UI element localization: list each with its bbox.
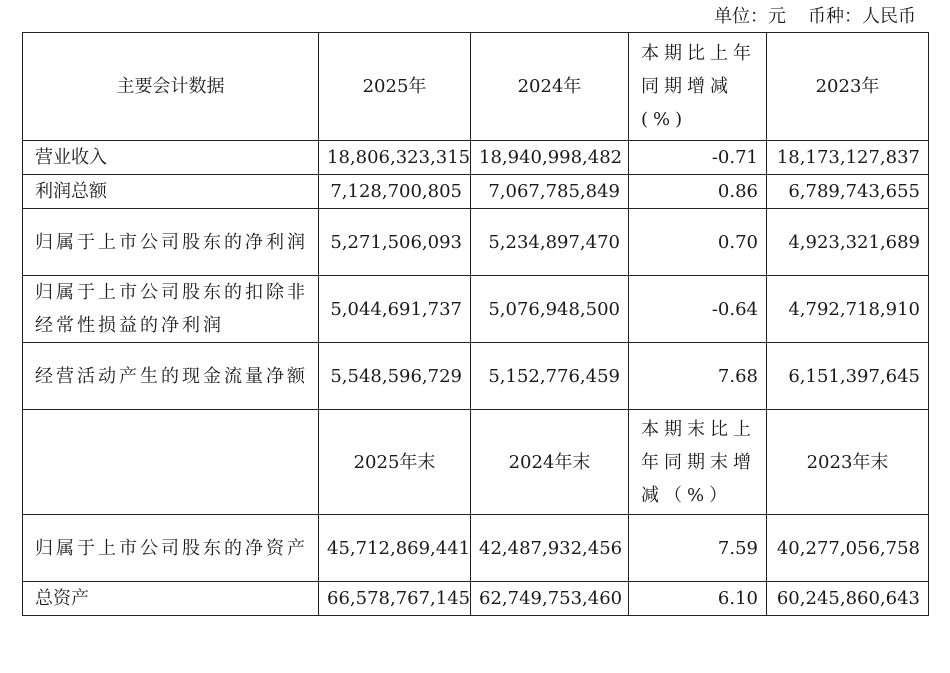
cell-change: 0.86 [629, 175, 767, 209]
cell-change: 0.70 [629, 209, 767, 276]
row-label: 归属于上市公司股东的净利润 [23, 209, 319, 276]
key-accounting-data-table [22, 32, 929, 616]
table-row [23, 515, 929, 582]
cell-2025: 5,271,506,093 [319, 209, 471, 276]
cell-2025: 66,578,767,145 [319, 582, 471, 616]
cell-change: -0.71 [629, 141, 767, 175]
table-row [23, 209, 929, 276]
currency-label: 币种：人民币 [808, 6, 916, 27]
row-label: 经营活动产生的现金流量净额 [23, 343, 319, 410]
unit-currency-line [714, 4, 916, 30]
cell-2025: 18,806,323,315 [319, 141, 471, 175]
header-2023: 2023年 [767, 33, 929, 141]
row-label: 归属于上市公司股东的净资产 [23, 515, 319, 582]
header-item: 主要会计数据 [23, 33, 319, 141]
header-2024-end: 2024年末 [471, 410, 629, 515]
header-item [23, 410, 319, 515]
cell-2023: 18,173,127,837 [767, 141, 929, 175]
cell-2023: 4,792,718,910 [767, 276, 929, 343]
unit-label: 单位：元 [714, 6, 786, 27]
cell-2024: 7,067,785,849 [471, 175, 629, 209]
row-label: 利润总额 [23, 175, 319, 209]
table-row [23, 582, 929, 616]
table-row [23, 175, 929, 209]
header-row [23, 33, 929, 141]
cell-change: 7.68 [629, 343, 767, 410]
cell-2023: 4,923,321,689 [767, 209, 929, 276]
cell-2023: 6,789,743,655 [767, 175, 929, 209]
cell-2025: 45,712,869,441 [319, 515, 471, 582]
row-label: 营业收入 [23, 141, 319, 175]
cell-2024: 5,152,776,459 [471, 343, 629, 410]
header-2025-end: 2025年末 [319, 410, 471, 515]
cell-change: -0.64 [629, 276, 767, 343]
header-2025: 2025年 [319, 33, 471, 141]
cell-2024: 5,234,897,470 [471, 209, 629, 276]
cell-2025: 7,128,700,805 [319, 175, 471, 209]
cell-2025: 5,548,596,729 [319, 343, 471, 410]
cell-2024: 62,749,753,460 [471, 582, 629, 616]
cell-change: 6.10 [629, 582, 767, 616]
row-label: 总资产 [23, 582, 319, 616]
cell-2024: 5,076,948,500 [471, 276, 629, 343]
header-2024: 2024年 [471, 33, 629, 141]
table-row [23, 343, 929, 410]
cell-2023: 6,151,397,645 [767, 343, 929, 410]
cell-2023: 40,277,056,758 [767, 515, 929, 582]
cell-2023: 60,245,860,643 [767, 582, 929, 616]
row-label: 归属于上市公司股东的扣除非经常性损益的净利润 [23, 276, 319, 343]
cell-change: 7.59 [629, 515, 767, 582]
header-row [23, 410, 929, 515]
header-change-end: 本期末比上年同期末增减（%） [629, 410, 767, 515]
cell-2024: 18,940,998,482 [471, 141, 629, 175]
header-change: 本期比上年同期增减(%) [629, 33, 767, 141]
cell-2025: 5,044,691,737 [319, 276, 471, 343]
header-2023-end: 2023年末 [767, 410, 929, 515]
cell-2024: 42,487,932,456 [471, 515, 629, 582]
table-row [23, 276, 929, 343]
table-row [23, 141, 929, 175]
